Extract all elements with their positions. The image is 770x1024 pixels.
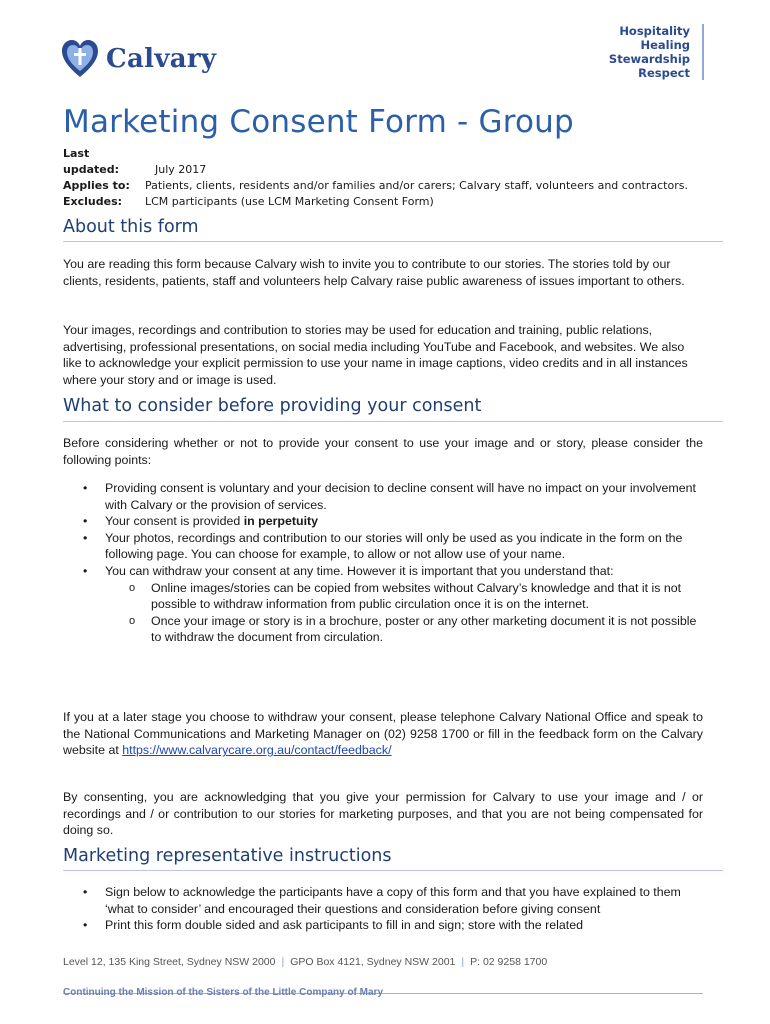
section-divider xyxy=(63,421,723,422)
meta-last-updated xyxy=(63,146,713,178)
value-item: Healing xyxy=(640,38,690,52)
section-divider xyxy=(63,870,723,871)
footer-separator: | xyxy=(281,956,285,968)
meta-label: Applies to: xyxy=(63,179,130,192)
section-divider xyxy=(63,241,723,242)
about-paragraph-2: Your images, recordings and contribution to stories may be used for education and training, public relations, advertising, professional presentations, on social media including YouTube and Facebook, and websites. We also like to acknowledge your explicit permission to use your name in image captions, video credits and in all instances where your story and or image is used. xyxy=(63,323,688,387)
logo-wordmark: Calvary xyxy=(106,44,217,74)
value-item: Stewardship xyxy=(608,52,690,66)
consider-intro: Before considering whether or not to provide your consent to use your image and or story, please consider the following points: xyxy=(63,436,703,467)
bullet-icon: • xyxy=(83,481,88,495)
bullet-icon: • xyxy=(83,918,88,933)
rep-bullet-list xyxy=(63,884,703,934)
bullet-icon: • xyxy=(83,885,88,899)
footer-po-box: GPO Box 4121, Sydney NSW 2001 xyxy=(290,956,456,968)
about-paragraph-1: You are reading this form because Calvary wish to invite you to contribute to our stories. The stories told by our clients, residents, patients, staff and volunteers help Calvary raise public awareness of issues important to others. xyxy=(63,257,685,288)
section-heading-about: About this form xyxy=(63,217,199,237)
list-item-text: Sign below to acknowledge the participants have a copy of this form and that you have explained to them ‘what to consider’ and encouraged their questions and consideration before giving consent xyxy=(105,885,681,916)
page-title: Marketing Consent Form - Group xyxy=(63,104,574,140)
meta-applies xyxy=(63,178,713,194)
consenting-paragraph: By consenting, you are acknowledging that you give your permission for Calvary to use your image and / or recordings and / or contribution to our stories for marketing purposes, and that you are not being compensated for doing so. xyxy=(63,790,703,838)
list-item xyxy=(63,480,703,513)
footer-mission: Continuing the Mission of the Sisters of the Little Company of Mary xyxy=(63,987,384,998)
circle-bullet-icon: o xyxy=(129,581,136,594)
consider-bullet-list xyxy=(63,480,703,646)
footer-phone: P: 02 9258 1700 xyxy=(470,956,548,968)
meta-value: Patients, clients, residents and/or families and/or carers; Calvary staff, volunteers and contractors. xyxy=(145,179,688,192)
list-item xyxy=(63,917,703,934)
heart-cross-icon xyxy=(60,37,100,81)
list-item-text: You can withdraw your consent at any time. However it is important that you understand that: xyxy=(105,563,614,578)
footer-separator: | xyxy=(461,956,465,968)
sub-list-item-text: Online images/stories can be copied from websites without Calvary’s knowledge and that it is not possible to withdraw information from public circulation once it is on the internet. xyxy=(151,580,682,612)
bullet-icon: • xyxy=(83,563,88,578)
sub-list-item xyxy=(105,613,703,646)
section-heading-consider: What to consider before providing your consent xyxy=(63,396,482,416)
list-item xyxy=(63,563,703,646)
list-item-text: Print this form double sided and ask participants to fill in and sign; store with the related xyxy=(105,918,583,933)
list-item-text: Your consent is provided xyxy=(105,514,244,529)
footer-street: Level 12, 135 King Street, Sydney NSW 2000 xyxy=(63,956,276,968)
form-meta xyxy=(63,146,713,210)
meta-excludes xyxy=(63,194,713,210)
meta-value: LCM participants (use LCM Marketing Consent Form) xyxy=(145,195,434,208)
bullet-icon: • xyxy=(83,530,88,545)
list-item-text: Providing consent is voluntary and your decision to decline consent will have no impact on your involvement with Calvary or the provision of services. xyxy=(105,481,696,512)
sub-list-item-text: Once your image or story is in a brochure, poster or any other marketing document it is not possible to withdraw the document from circulation. xyxy=(151,613,697,645)
values-list xyxy=(609,24,704,80)
value-item: Respect xyxy=(638,66,690,80)
withdraw-paragraph xyxy=(63,709,703,759)
list-item xyxy=(63,513,703,530)
list-item xyxy=(63,884,703,917)
circle-bullet-icon: o xyxy=(129,614,136,627)
sub-list-item xyxy=(105,580,703,613)
list-item xyxy=(63,530,703,563)
footer-address xyxy=(63,956,547,968)
list-item-text: Your photos, recordings and contribution to our stories will only be used as you indicate in the form on the following page. You can choose for example, to allow or not allow use of your name. xyxy=(105,530,683,562)
section-heading-rep: Marketing representative instructions xyxy=(63,846,392,866)
withdraw-text: If you at a later stage you choose to withdraw your consent, please telephone Calvary National Office and speak to the National Communications and Marketing Manager on (02) 9258 1700 or fill in the feedback form on the Calvary website at xyxy=(63,710,703,758)
sub-bullet-list xyxy=(105,580,703,646)
meta-value: July 2017 xyxy=(155,163,207,176)
calvary-logo xyxy=(60,36,216,82)
bullet-icon: • xyxy=(83,514,88,529)
list-item-emphasis: in perpetuity xyxy=(243,514,319,529)
meta-label: Excludes: xyxy=(63,195,123,208)
value-item: Hospitality xyxy=(619,24,690,38)
meta-label: Last updated: xyxy=(63,147,119,176)
feedback-link[interactable]: https://www.calvarycare.org.au/contact/feedback/ xyxy=(122,743,392,758)
